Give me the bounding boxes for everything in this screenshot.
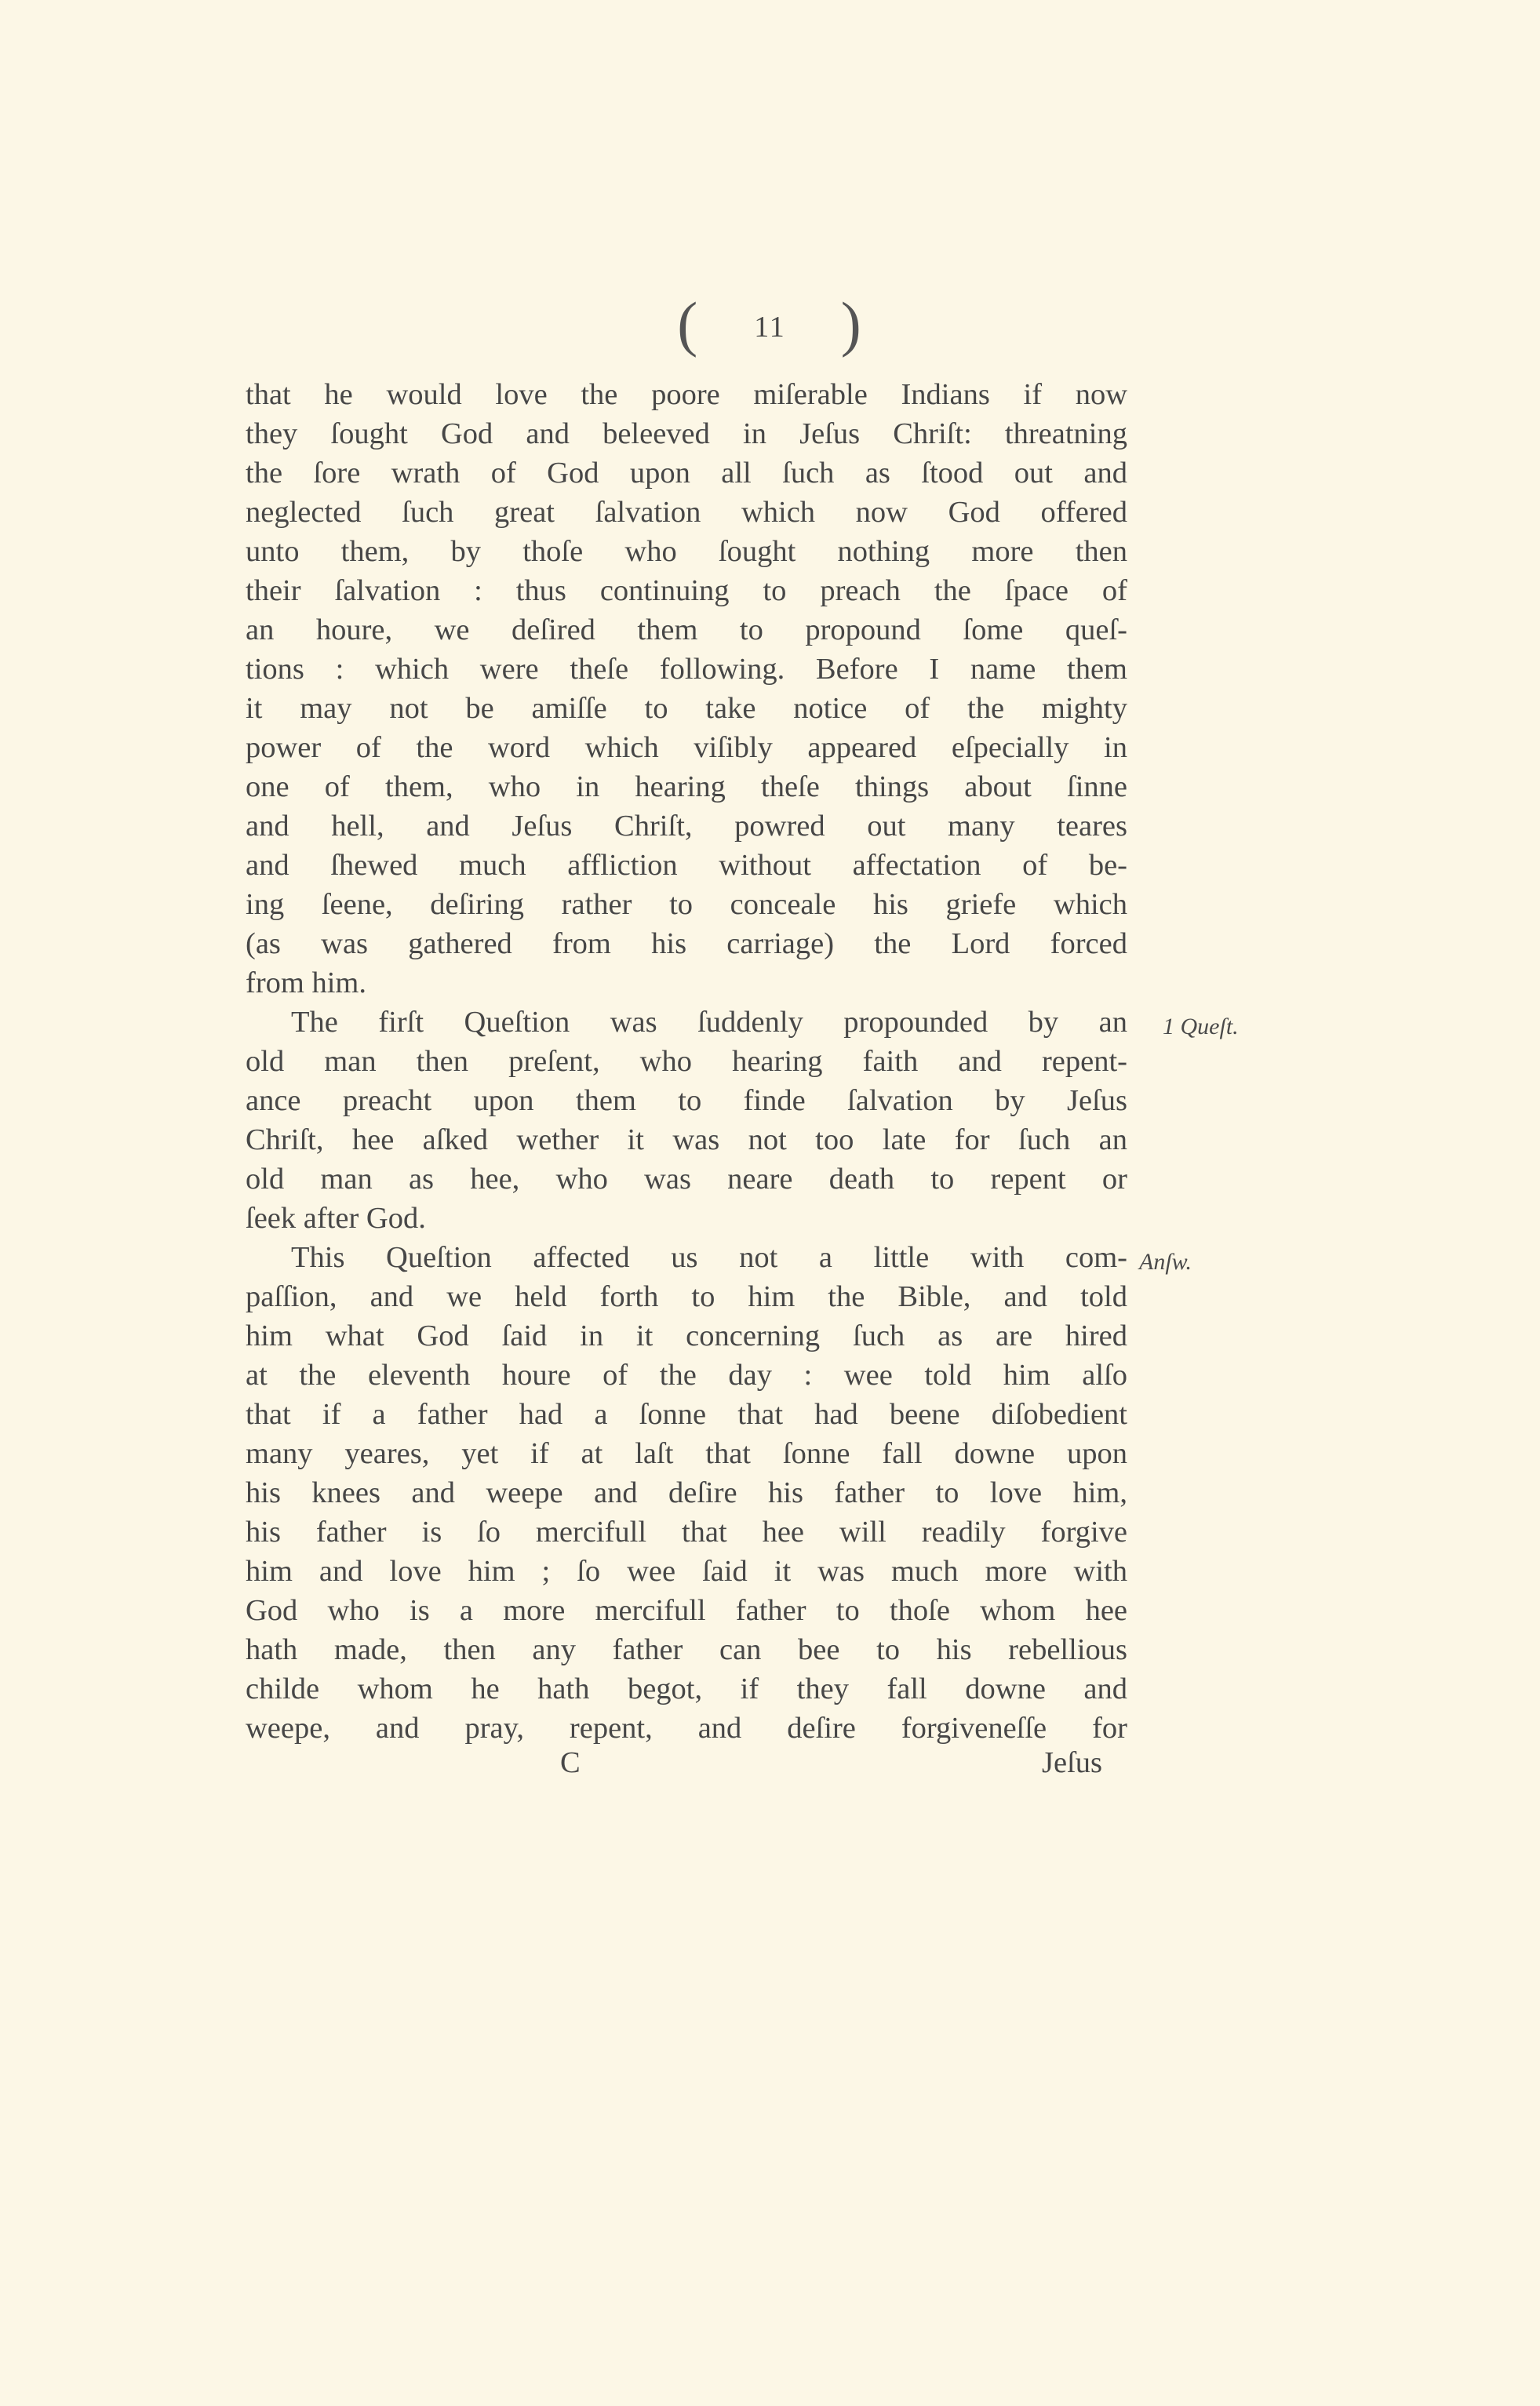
text-line: and ſhewed much affliction without affectation of be- xyxy=(246,849,1127,882)
text-line: paſſion, and we held forth to him the Bible, and told xyxy=(246,1280,1127,1313)
margin-note-answer: Anſw. xyxy=(1139,1249,1192,1275)
page-number-open-paren: ( xyxy=(677,289,700,358)
page-number-value: 11 xyxy=(754,311,786,344)
text-line: from him. xyxy=(246,966,366,999)
text-line: him what God ſaid in it concerning ſuch as are hired xyxy=(246,1319,1127,1352)
text-line: him and love him ; ſo wee ſaid it was much more with xyxy=(246,1555,1127,1588)
page-number xyxy=(0,289,1540,359)
signature-mark: C xyxy=(560,1746,581,1779)
page-number-close-paren: ) xyxy=(840,289,863,358)
text-line: Chriſt, hee aſked wether it was not too late for ſuch an xyxy=(246,1123,1127,1156)
text-line: ſeek after God. xyxy=(246,1202,426,1235)
text-line: hath made, then any father can bee to his rebellious xyxy=(246,1633,1127,1666)
text-line: (as was gathered from his carriage) the Lord forced xyxy=(246,927,1127,960)
text-line: an houre, we deſired them to propound ſome queſ- xyxy=(246,613,1127,646)
catchword: Jeſus xyxy=(1042,1746,1102,1779)
text-line: many yeares, yet if at laſt that ſonne fall downe upon xyxy=(246,1437,1127,1470)
text-line: his father is ſo mercifull that hee will readily forgive xyxy=(246,1516,1127,1549)
text-line: neglected ſuch great ſalvation which now God offered xyxy=(246,496,1127,529)
text-line: the ſore wrath of God upon all ſuch as ſtood out and xyxy=(246,457,1127,490)
text-line: their ſalvation : thus continuing to preach the ſpace of xyxy=(246,574,1127,607)
text-line: weepe, and pray, repent, and deſire forgiveneſſe for xyxy=(246,1712,1127,1745)
text-line: old man as hee, who was neare death to repent or xyxy=(246,1163,1127,1196)
text-line: tions : which were theſe following. Before I name them xyxy=(246,653,1127,686)
body-text xyxy=(246,375,1127,1748)
text-line: ance preacht upon them to finde ſalvation by Jeſus xyxy=(246,1084,1127,1117)
text-line: The firſt Queſtion was ſuddenly propounded by an xyxy=(291,1006,1127,1039)
text-line: power of the word which viſibly appeared eſpecially in xyxy=(246,731,1127,764)
text-line: God who is a more mercifull father to thoſe whom hee xyxy=(246,1594,1127,1627)
margin-note-question: 1 Queſt. xyxy=(1163,1014,1239,1039)
text-line: that if a father had a ſonne that had beene diſobedient xyxy=(246,1398,1127,1431)
text-line: This Queſtion affected us not a little with com- xyxy=(291,1241,1127,1274)
text-line: one of them, who in hearing theſe things about ſinne xyxy=(246,770,1127,803)
text-line: and hell, and Jeſus Chriſt, powred out many teares xyxy=(246,810,1127,843)
text-line: they ſought God and beleeved in Jeſus Chriſt: threatning xyxy=(246,417,1127,450)
text-line: childe whom he hath begot, if they fall downe and xyxy=(246,1673,1127,1705)
text-line: at the eleventh houre of the day : wee told him alſo xyxy=(246,1359,1127,1392)
text-line: old man then preſent, who hearing faith and repent- xyxy=(246,1045,1127,1078)
text-line: unto them, by thoſe who ſought nothing more then xyxy=(246,535,1127,568)
text-line: it may not be amiſſe to take notice of the mighty xyxy=(246,692,1127,725)
text-line: ing ſeene, deſiring rather to conceale his griefe which xyxy=(246,888,1127,921)
text-line: his knees and weepe and deſire his father to love him, xyxy=(246,1476,1127,1509)
text-line: that he would love the poore miſerable Indians if now xyxy=(246,378,1127,411)
